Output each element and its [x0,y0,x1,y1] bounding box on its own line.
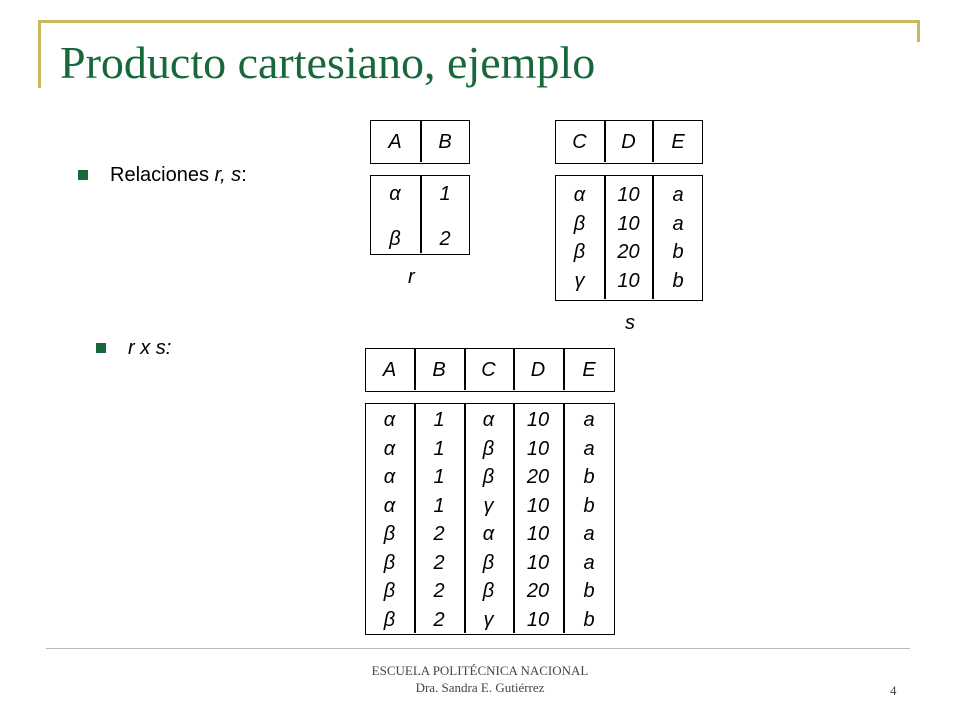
product-cell: β [482,580,495,602]
product-header-d: D [530,359,546,381]
relation-s-cell: β [573,241,586,263]
relation-s-caption: s [625,312,635,334]
relation-s-cell: 10 [617,269,640,292]
product-cell: b [583,608,595,631]
relation-r-header-a: A [388,131,402,153]
product-cell: α [383,494,396,517]
product-cell: 20 [526,466,550,488]
relation-s-cell: α [573,184,586,206]
relation-s-cell: 10 [617,184,640,206]
footer-institution: ESCUELA POLITÉCNICA NACIONAL [371,663,589,678]
relation-s-cell: γ [574,269,585,292]
product-cell: α [383,466,396,488]
product-cell: α [482,523,495,545]
product-cell: a [583,409,595,431]
footer-divider [46,648,910,649]
relation-s-header-e: E [671,131,685,153]
product-cell: 2 [433,580,445,602]
product-cell: 10 [526,494,550,517]
relation-r-cell: α [389,183,401,205]
product-cell: α [383,409,396,431]
relation-r-cell: 2 [439,228,451,250]
product-cell: α [482,409,495,431]
bullet-relaciones-vars: r, s [214,164,242,186]
bullet-square-icon [96,343,106,353]
relation-s-cell: a [672,184,684,206]
product-cell: a [583,523,595,545]
bullet-square-icon [78,170,88,180]
relation-s-cell: b [672,269,684,292]
relation-r-cell: 1 [439,183,451,205]
product-cell: 2 [433,523,445,545]
relation-s-header-c: C [572,131,587,153]
product-cell: α [383,437,396,460]
relation-s-cell: 10 [617,212,640,235]
frame-right-bar [917,20,920,42]
product-cell: 10 [526,409,550,431]
relation-r-cell: β [389,228,401,250]
product-cell: β [383,580,396,602]
bullet-rxs: r x s: [128,337,172,359]
product-cell: γ [483,494,494,517]
product-cell: 10 [526,523,550,545]
footer [280,662,680,696]
product-cell: 1 [433,437,445,460]
product-cell: b [583,466,595,488]
product-header-e: E [582,359,596,381]
product-cell: b [583,494,595,517]
bullet-relaciones [110,164,247,187]
product-cell: 2 [433,551,445,574]
product-cell: a [583,437,595,460]
relation-s-cell: b [672,241,684,263]
frame-top-bar [38,20,920,23]
page-number: 4 [890,683,897,698]
product-cell: 10 [526,608,550,631]
slide-title: Producto cartesiano, ejemplo [60,37,596,88]
product-cell: a [583,551,595,574]
product-cell: β [482,437,495,460]
product-cell: 10 [526,551,550,574]
product-header-a: A [382,359,397,381]
bullet-relaciones-prefix: Relaciones [110,164,215,186]
product-cell: β [383,523,396,545]
product-cell: b [583,580,595,602]
relation-s-header-d: D [621,131,636,153]
footer-author: Dra. Sandra E. Gutiérrez [415,680,545,695]
product-cell: 10 [526,437,550,460]
bullet-relaciones-suffix: : [241,164,247,186]
relation-r-caption: r [408,266,415,288]
product-cell: β [383,608,396,631]
product-cell: 1 [433,466,445,488]
product-cell: γ [483,608,494,631]
product-cell: 2 [433,608,445,631]
product-cell: β [482,466,495,488]
product-cell: β [482,551,495,574]
product-cell: β [383,551,396,574]
relation-s-cell: β [573,212,586,235]
product-cell: 20 [526,580,550,602]
frame-left-bar [38,20,41,88]
product-cell: 1 [433,409,445,431]
product-header-c: C [481,359,496,381]
product-cell: 1 [433,494,445,517]
relation-s-cell: a [672,212,684,235]
relation-s-cell: 20 [617,241,640,263]
relation-r-header-b: B [438,131,452,153]
product-header-b: B [432,359,446,381]
